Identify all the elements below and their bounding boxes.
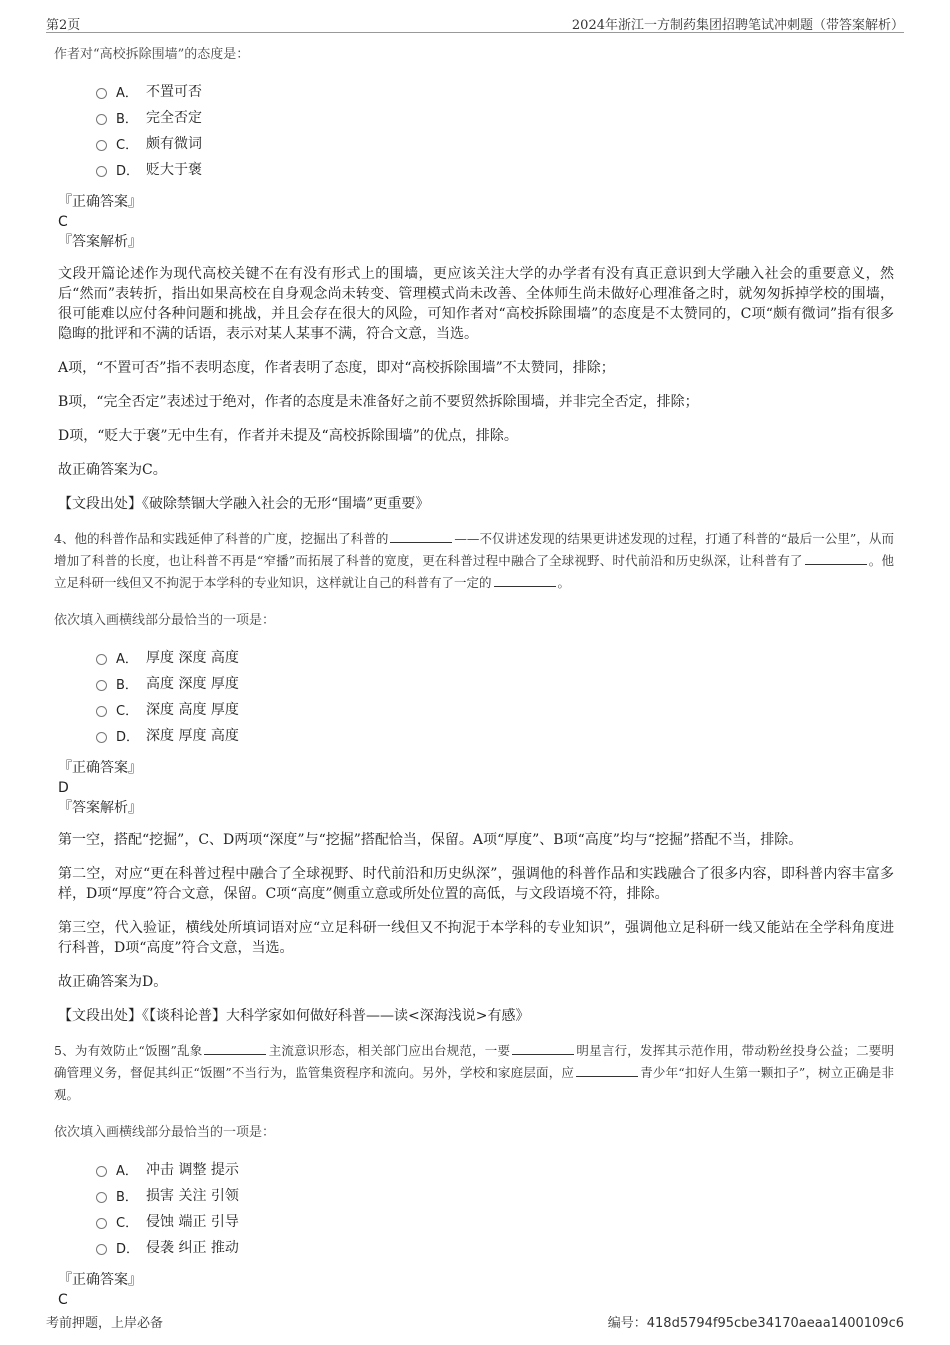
page-content (54, 44, 894, 1310)
q3-option-b[interactable]: B． 完全否定 (96, 104, 894, 130)
q3-prompt: 作者对“高校拆除围墙”的态度是： (54, 47, 250, 62)
q3-options (96, 78, 894, 182)
q4-option-b[interactable]: B． 高度 深度 厚度 (96, 670, 894, 696)
radio-icon[interactable] (96, 654, 107, 665)
q5-options (96, 1156, 894, 1260)
q5-option-a[interactable]: A． 冲击 调整 提示 (96, 1156, 894, 1182)
blank-line (805, 552, 867, 565)
q3-option-d[interactable]: D． 贬大于褒 (96, 156, 894, 182)
q4-question: 4、他的科普作品和实践延伸了科普的广度，挖掘出了科普的 ——不仅讲述发现的结果更讲述发现的过程，打通了科普的“最后一公里”，从而增加了科普的长度，也让科普不再是“窄播”而拓展了科普的宽度，更在科普过程中融合了全球视野、时代前沿和历史纵深，让科普有了 。他立足科研一线但又不拘泥于本学科的专业知识，这样就让自己的科普有了一定的 。 (54, 531, 894, 590)
blank-line (494, 574, 556, 587)
q5-question: 5、为有效防止“饭圈”乱象 主流意识形态，相关部门应出台规范，一要 明星言行，发挥其示范作用，带动粉丝投身公益；二要明确管理义务，督促其纠正“饭圈”不当行为，监管集资程序和流向。另外，学校和家庭层面，应 青少年“扣好人生第一颗扣子”，树立正确是非观。 (54, 1043, 894, 1102)
document-code: 编号：418d5794f95cbe34170aeaa1400109c6 (607, 1316, 904, 1331)
q4-answer: D (58, 780, 69, 796)
page-footer (46, 1312, 904, 1332)
q3-analysis-3: B项，“完全否定”表述过于绝对，作者的态度是未准备好之前不要贸然拆除围墙，并非完全否定，排除； (58, 394, 699, 410)
q4-options (96, 644, 894, 748)
q5-option-c[interactable]: C． 侵蚀 端正 引导 (96, 1208, 894, 1234)
q3-analysis-4: D项，“贬大于褒”无中生有，作者并未提及“高校拆除围墙”的优点，排除。 (58, 428, 518, 444)
q3-option-a[interactable]: A． 不置可否 (96, 78, 894, 104)
radio-icon[interactable] (96, 680, 107, 691)
radio-icon[interactable] (96, 114, 107, 125)
radio-icon[interactable] (96, 1192, 107, 1203)
q4-option-c[interactable]: C． 深度 高度 厚度 (96, 696, 894, 722)
q5-option-b[interactable]: B． 损害 关注 引领 (96, 1182, 894, 1208)
q5-prompt: 依次填入画横线部分最恰当的一项是： (54, 1125, 276, 1140)
blank-line (512, 1042, 574, 1055)
radio-icon[interactable] (96, 732, 107, 743)
blank-line (390, 530, 452, 543)
q3-answer: C (58, 214, 68, 230)
page-header (46, 8, 904, 33)
radio-icon[interactable] (96, 88, 107, 99)
q3-analysis-2: A项，“不置可否”指不表明态度，作者表明了态度，即对“高校拆除围墙”不太赞同，排除； (58, 360, 615, 376)
q3-answer-label: 『正确答案』 (58, 194, 142, 210)
document-title: 2024年浙江一方制药集团招聘笔试冲刺题（带答案解析） (571, 18, 904, 33)
blank-line (576, 1064, 638, 1077)
q3-analysis-5: 故正确答案为C。 (58, 462, 167, 478)
q4-option-a[interactable]: A． 厚度 深度 高度 (96, 644, 894, 670)
q5-answer-label: 『正确答案』 (58, 1272, 142, 1288)
blank-line (204, 1042, 266, 1055)
radio-icon[interactable] (96, 140, 107, 151)
q4-answer-label: 『正确答案』 (58, 760, 142, 776)
radio-icon[interactable] (96, 166, 107, 177)
q4-source: 【文段出处】《【谈科论普】大科学家如何做好科普——读<深海浅说>有感》 (58, 1008, 530, 1024)
radio-icon[interactable] (96, 1218, 107, 1229)
radio-icon[interactable] (96, 706, 107, 717)
q4-analysis-4: 故正确答案为D。 (58, 974, 168, 990)
q3-option-c[interactable]: C． 颇有微词 (96, 130, 894, 156)
q4-analysis-1: 第一空，搭配“挖掘”，C、D两项“深度”与“挖掘”搭配恰当，保留。A项“厚度”、B项“高度”均与“挖掘”搭配不当，排除。 (58, 832, 803, 848)
page-number: 第2页 (46, 18, 81, 33)
q4-analysis-2: 第二空，对应“更在科普过程中融合了全球视野、时代前沿和历史纵深”，强调他的科普作品和实践融合了很多内容，即科普内容丰富多样，D项“厚度”符合文意，保留。C项“高度”侧重立意或所处位置的高低，与文段语境不符，排除。 (58, 866, 894, 902)
q3-source: 【文段出处】《破除禁锢大学融入社会的无形“围墙”更重要》 (58, 496, 430, 512)
footer-slogan: 考前押题，上岸必备 (46, 1316, 164, 1331)
q4-analysis-label: 『答案解析』 (58, 800, 142, 816)
q4-option-d[interactable]: D． 深度 厚度 高度 (96, 722, 894, 748)
q4-analysis-3: 第三空，代入验证，横线处所填词语对应“立足科研一线但又不拘泥于本学科的专业知识”，强调他立足科研一线又能站在全学科角度进行科普，D项“高度”符合文意，当选。 (58, 920, 894, 956)
radio-icon[interactable] (96, 1244, 107, 1255)
q3-analysis-label: 『答案解析』 (58, 234, 142, 250)
radio-icon[interactable] (96, 1166, 107, 1177)
q4-prompt: 依次填入画横线部分最恰当的一项是： (54, 613, 276, 628)
q5-option-d[interactable]: D． 侵袭 纠正 推动 (96, 1234, 894, 1260)
q5-answer: C (58, 1292, 68, 1308)
q3-analysis-1: 文段开篇论述作为现代高校关键不在有没有形式上的围墙，更应该关注大学的办学者有没有真正意识到大学融入社会的重要意义，然后“然而”表转折，指出如果高校在自身观念尚未转变、管理模式尚未改善、全体师生尚未做好心理准备之时，就匆匆拆掉学校的围墙，很可能难以应付各种问题和挑战，并且会存在很大的风险，可知作者对“高校拆除围墙”的态度是不太赞同的，C项“颇有微词”指有很多隐晦的批评和不满的话语，表示对某人某事不满，符合文意，当选。 (58, 266, 894, 342)
